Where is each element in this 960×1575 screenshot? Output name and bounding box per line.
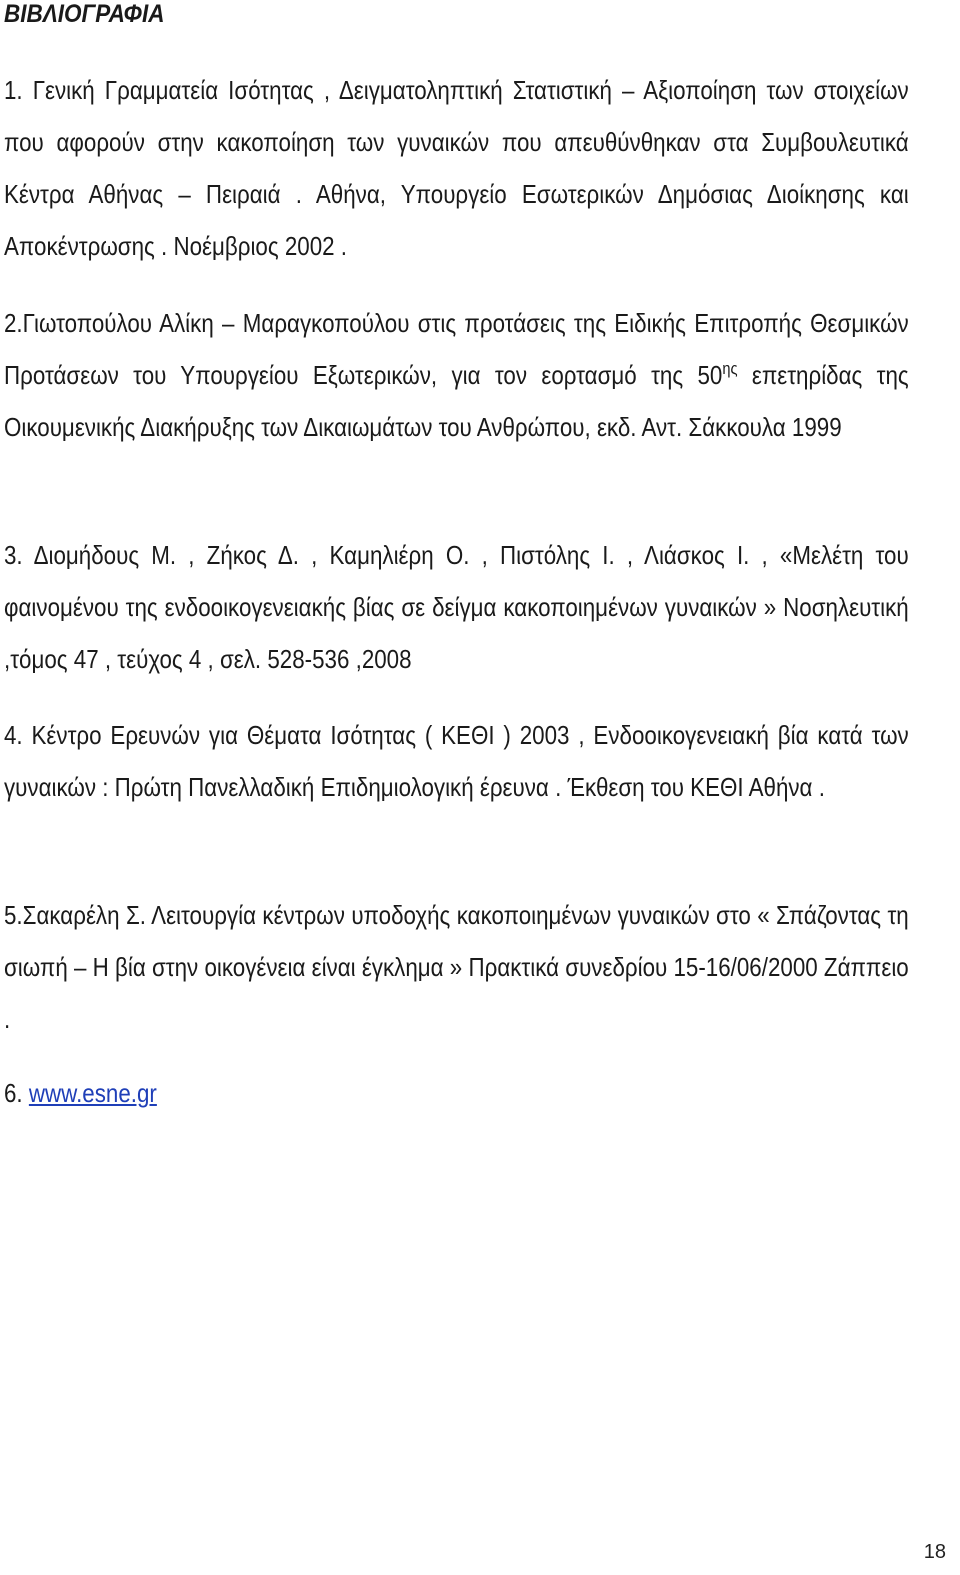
reference-4-text: 4. Κέντρο Ερευνών για Θέματα Ισότητας ( ΚΕΘΙ ) 2003 , Ενδοοικογενειακή βία κατά των γυναικών : Πρώτη Πανελλαδική Επιδημιολογική έρευνα . Έκθεση του ΚΕΘΙ Αθήνα . [4,720,909,802]
reference-6-number: 6. [4,1078,29,1108]
reference-6-link[interactable]: www.esne.gr [28,1078,157,1108]
reference-1 [4,64,909,272]
reference-6 [4,1067,909,1119]
reference-4 [4,709,909,813]
reference-3 [4,529,909,685]
reference-5 [4,889,909,1045]
reference-2-superscript: ης [722,359,738,378]
reference-3-text: 3. Διομήδους Μ. , Ζήκος Δ. , Καμηλιέρη Ο. , Πιστόλης Ι. , Λιάσκος Ι. , «Μελέτη του φαινομένου της ενδοοικογενειακής βίας σε δείγμα κακοποιημένων γυναικών » Νοσηλευτική ,τόμος 47 , τεύχος 4 , σελ. 528-536 ,2008 [4,540,909,674]
reference-1-text: 1. Γενική Γραμματεία Ισότητας , Δειγματοληπτική Στατιστική – Αξιοποίηση των στοιχείων που αφορούν στην κακοποίηση των γυναικών που απευθύνθηκαν στα Συμβουλευτικά Κέντρα Αθήνας – Πειραιά . Αθήνα, Υπουργείο Εσωτερικών Δημόσιας Διοίκησης και Αποκέντρωσης . Νοέμβριος 2002 . [4,75,909,261]
bibliography-heading: ΒΙΒΛΙΟΓΡΑΦΙΑ [4,0,165,28]
reference-5-text: 5.Σακαρέλη Σ. Λειτουργία κέντρων υποδοχής κακοποιημένων γυναικών στο « Σπάζοντας τη σιωπή – Η βία στην οικογένεια είναι έγκλημα » Πρακτικά συνεδρίου 15-16/06/2000 Ζάππειο . [4,900,909,1034]
reference-2-text-before: 2.Γιωτοπούλου Αλίκη – Μαραγκοπούλου στις προτάσεις της Ειδικής Επιτροπής Θεσμικών Προτάσεων του Υπουργείου Εξωτερικών, για τον εορτασμό της 50 [4,308,909,390]
page-number: 18 [923,1541,946,1563]
reference-2-text-after: επετηρίδας της Οικουμενικής Διακήρυξης των Δικαιωμάτων του Ανθρώπου, εκδ. Αντ. Σάκκουλα 1999 [4,360,909,442]
reference-2 [4,297,909,453]
